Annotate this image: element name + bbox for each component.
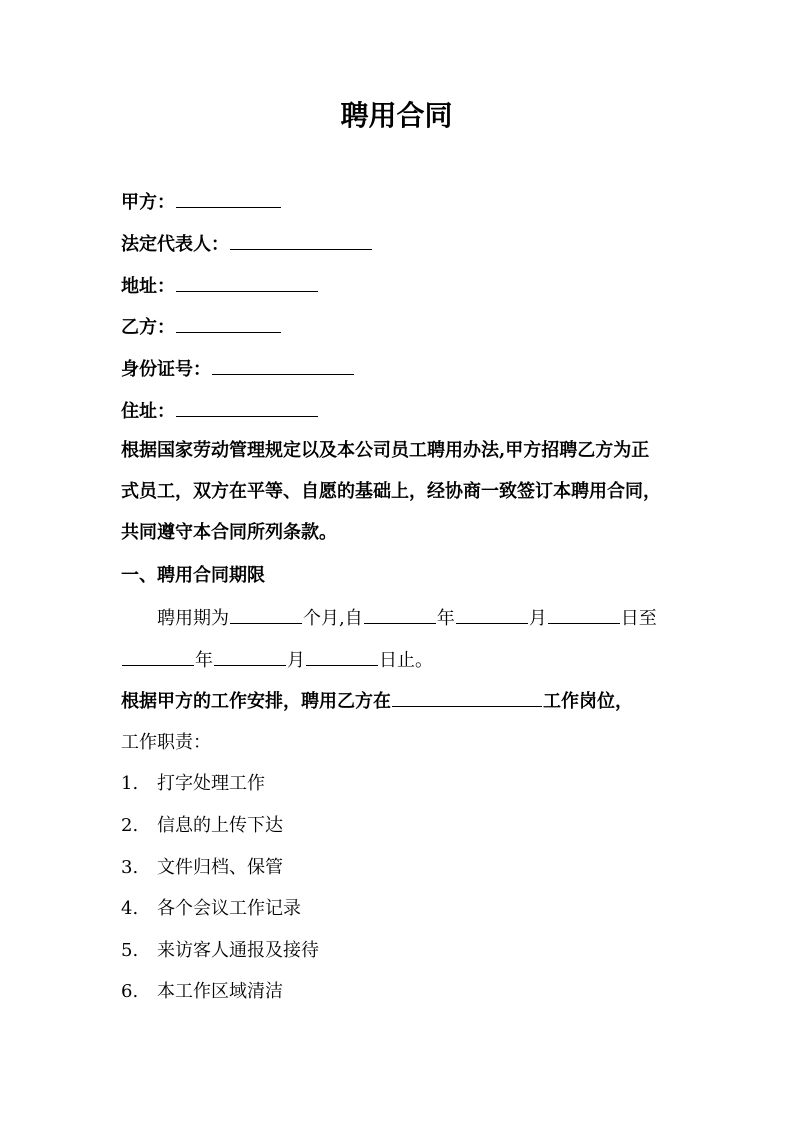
list-item — [121, 813, 283, 839]
page-title: 聘用合同 — [340, 99, 453, 132]
legal-rep-blank[interactable] — [230, 231, 372, 250]
list-item-number: 5. — [121, 940, 139, 961]
list-item-text: 本工作区域清洁 — [157, 981, 283, 1002]
end-month-label: 月 — [287, 650, 305, 671]
list-item-number: 2. — [121, 815, 139, 836]
position-prefix: 根据甲方的工作安排，聘用乙方在 — [121, 691, 391, 712]
id-number-blank[interactable] — [212, 356, 354, 375]
address-blank[interactable] — [176, 273, 318, 292]
list-item-text: 来访客人通报及接待 — [157, 940, 319, 961]
end-year-label: 年 — [195, 650, 213, 671]
list-item — [121, 896, 301, 922]
list-item — [121, 979, 283, 1005]
list-item-number: 1. — [121, 773, 139, 794]
list-item — [121, 938, 319, 964]
legal-rep-label: 法定代表人： — [121, 234, 229, 255]
position-suffix: 工作岗位， — [543, 691, 633, 712]
address-label: 地址： — [121, 276, 175, 297]
list-item-text: 信息的上传下达 — [157, 815, 283, 836]
end-day-blank[interactable] — [306, 647, 378, 666]
position-blank[interactable] — [392, 688, 542, 707]
intro-line: 式员工，双方在平等、自愿的基础上，经协商一致签订本聘用合同， — [121, 481, 661, 502]
intro-line: 根据国家劳动管理规定以及本公司员工聘用办法,甲方招聘乙方为正 — [121, 440, 650, 461]
term-line — [157, 605, 657, 632]
list-item-text: 各个会议工作记录 — [157, 898, 301, 919]
start-day-label: 日至 — [620, 608, 657, 629]
term-end-line — [121, 647, 433, 674]
start-month-blank[interactable] — [456, 605, 528, 624]
residence-field — [121, 398, 319, 425]
start-year-blank[interactable] — [364, 605, 436, 624]
list-item-number: 3. — [121, 857, 139, 878]
party-b-field — [121, 314, 282, 341]
residence-blank[interactable] — [176, 398, 318, 417]
end-day-label: 日止。 — [379, 650, 433, 671]
party-a-field — [121, 189, 282, 216]
term-months-label: 个月,自 — [303, 608, 363, 629]
list-item — [121, 771, 265, 797]
id-number-label: 身份证号： — [121, 359, 211, 380]
section-heading: 一、聘用合同期限 — [121, 565, 265, 586]
party-a-blank[interactable] — [176, 189, 281, 208]
end-month-blank[interactable] — [214, 647, 286, 666]
list-item-number: 6. — [121, 981, 139, 1002]
legal-rep-field — [121, 231, 373, 258]
list-item-number: 4. — [121, 898, 139, 919]
list-item-text: 打字处理工作 — [157, 773, 265, 794]
start-day-blank[interactable] — [548, 605, 620, 624]
list-item-text: 文件归档、保管 — [157, 857, 283, 878]
intro-paragraph — [121, 438, 677, 561]
position-line — [121, 688, 633, 715]
address-field — [121, 273, 319, 300]
residence-label: 住址： — [121, 401, 175, 422]
party-a-label: 甲方： — [121, 192, 175, 213]
party-b-blank[interactable] — [176, 314, 281, 333]
intro-line: 共同遵守本合同所列条款。 — [121, 522, 337, 543]
duties-label: 工作职责： — [121, 732, 211, 753]
start-month-label: 月 — [528, 608, 547, 629]
term-months-blank[interactable] — [230, 605, 302, 624]
end-year-blank[interactable] — [122, 647, 194, 666]
party-b-label: 乙方： — [121, 317, 175, 338]
list-item — [121, 855, 283, 881]
start-year-label: 年 — [436, 608, 455, 629]
term-prefix: 聘用期为 — [157, 608, 229, 629]
id-number-field — [121, 356, 355, 383]
